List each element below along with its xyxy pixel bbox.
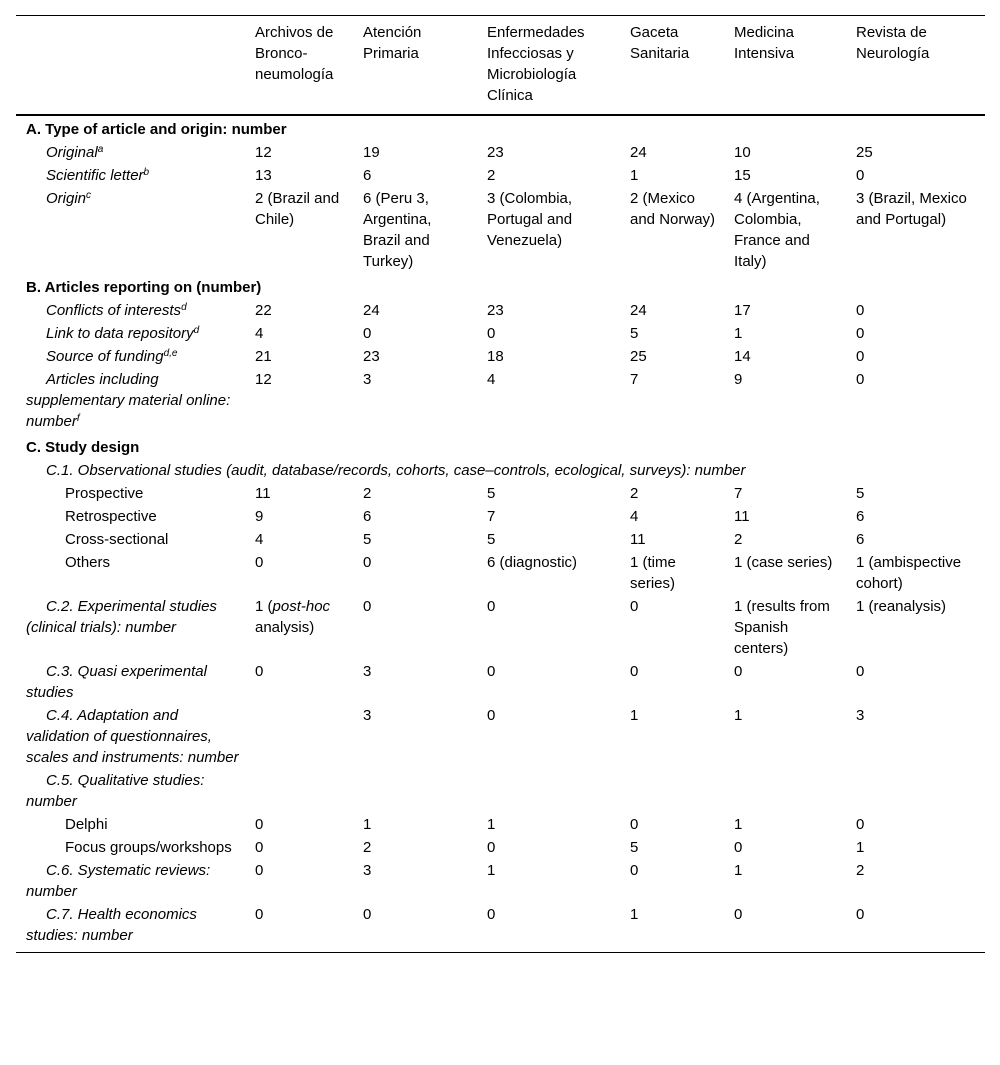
row-label: Others xyxy=(65,554,111,571)
cell: 2 (Mexico and Norway) xyxy=(630,190,716,228)
cell: 0 xyxy=(255,839,264,856)
cell: 0 xyxy=(630,862,639,879)
cell: 0 xyxy=(487,598,496,615)
cell: 14 xyxy=(734,348,751,365)
cell: 3 xyxy=(363,371,372,388)
cell: 2 xyxy=(630,485,639,502)
table-row xyxy=(16,814,985,837)
section-b-heading-row xyxy=(16,274,985,300)
cell: 3 (Brazil, Mexico and Portugal) xyxy=(856,190,967,228)
cell: 23 xyxy=(487,144,504,161)
cell: 4 (Argentina, Colombia, France and Italy) xyxy=(734,190,820,270)
cell: 2 xyxy=(487,167,496,184)
cell: 4 xyxy=(255,325,264,342)
cell: 1 xyxy=(630,707,639,724)
row-label: Origin$^c$ xyxy=(46,190,92,207)
cell: 23 xyxy=(363,348,380,365)
header-journal: Revista de Neurología xyxy=(856,24,930,62)
cell: 13 xyxy=(255,167,272,184)
cell: 25 xyxy=(630,348,647,365)
table-row xyxy=(16,369,985,434)
cell: 9 xyxy=(734,371,743,388)
cell: 0 xyxy=(856,906,865,923)
cell: 2 (Brazil and Chile) xyxy=(255,190,340,228)
table-row xyxy=(16,661,985,705)
cell: 23 xyxy=(487,302,504,319)
row-label: Delphi xyxy=(65,816,108,833)
cell: 2 xyxy=(363,839,372,856)
cell: 25 xyxy=(856,144,873,161)
cell: 1 (time series) xyxy=(630,554,676,592)
cell: 19 xyxy=(363,144,380,161)
cell: 0 xyxy=(856,325,865,342)
header-journal: Enfermedades Infecciosas y Microbiología Clínica xyxy=(487,24,585,104)
cell: 0 xyxy=(255,554,264,571)
cell: 2 xyxy=(734,531,743,548)
cell: 0 xyxy=(255,816,264,833)
cell: 0 xyxy=(363,325,372,342)
cell: 5 xyxy=(856,485,865,502)
cell: 0 xyxy=(630,816,639,833)
header-journal: Gaceta Sanitaria xyxy=(630,24,690,62)
cell xyxy=(245,705,353,770)
cell: 1 xyxy=(630,906,639,923)
cell: 11 xyxy=(255,485,271,502)
table-row xyxy=(16,165,985,188)
row-label: C.3. Quasi experimental studies xyxy=(26,663,207,701)
cell: 0 xyxy=(255,862,264,879)
cell: 0 xyxy=(630,663,639,680)
cell: 0 xyxy=(856,816,865,833)
cell: 21 xyxy=(255,348,272,365)
table-row xyxy=(16,346,985,369)
row-label: Articles including supplementary material online: number$^f$ xyxy=(26,371,231,430)
table-row xyxy=(16,529,985,552)
cell: 0 xyxy=(255,663,264,680)
cell: 0 xyxy=(363,598,372,615)
cell: 11 xyxy=(630,531,646,548)
cell: 5 xyxy=(487,485,496,502)
cell: 1 xyxy=(734,816,743,833)
cell: 3 xyxy=(363,707,372,724)
row-label: Original$^a$ xyxy=(46,144,104,161)
cell: 9 xyxy=(255,508,264,525)
cell: 1 (ambispective cohort) xyxy=(856,554,962,592)
cell: 12 xyxy=(255,144,272,161)
cell: 0 xyxy=(487,906,496,923)
cell: 6 (Peru 3, Argentina, Brazil and Turkey) xyxy=(363,190,432,270)
row-label: Scientific letter$^b$ xyxy=(46,167,150,184)
cell: 1 xyxy=(734,707,743,724)
cell: 0 xyxy=(734,839,743,856)
cell: 2 xyxy=(856,862,865,879)
cell: 6 (diagnostic) xyxy=(487,554,578,571)
cell: 5 xyxy=(363,531,372,548)
cell: 0 xyxy=(856,167,865,184)
cell: 0 xyxy=(734,906,743,923)
cell: 6 xyxy=(856,531,865,548)
cell: 0 xyxy=(487,707,496,724)
cell: 17 xyxy=(734,302,751,319)
cell: 3 xyxy=(856,707,865,724)
cell: 1 xyxy=(734,862,743,879)
cell: 11 xyxy=(734,508,750,525)
table-row xyxy=(16,142,985,165)
section-c-heading-row xyxy=(16,434,985,460)
section-c-title: C. Study design xyxy=(26,439,140,456)
cell xyxy=(245,770,985,814)
header-journal: Medicina Intensiva xyxy=(734,24,795,62)
cell: 0 xyxy=(487,325,496,342)
cell: 10 xyxy=(734,144,751,161)
cell: 4 xyxy=(487,371,496,388)
section-b-title: B. Articles reporting on (number) xyxy=(26,279,262,296)
cell: 1 xyxy=(487,816,496,833)
cell: 0 xyxy=(487,839,496,856)
cell: 0 xyxy=(363,554,372,571)
subsection-c1-label: C.1. Observational studies (audit, database/records, cohorts, case–controls, ecological, surveys): number xyxy=(46,462,746,479)
cell: 0 xyxy=(630,598,639,615)
cell: 0 xyxy=(734,663,743,680)
cell: 24 xyxy=(363,302,380,319)
table-row xyxy=(16,860,985,904)
cell: 6 xyxy=(363,167,372,184)
cell: 0 xyxy=(856,302,865,319)
cell: 22 xyxy=(255,302,272,319)
cell: 3 xyxy=(363,663,372,680)
row-label: C.4. Adaptation and validation of questionnaires, scales and instruments: number xyxy=(26,707,239,766)
cell: 4 xyxy=(255,531,264,548)
cell: 7 xyxy=(487,508,496,525)
cell: 6 xyxy=(363,508,372,525)
row-label: C.6. Systematic reviews: number xyxy=(26,862,211,900)
table-row xyxy=(16,837,985,860)
table-row xyxy=(16,904,985,953)
table-row xyxy=(16,705,985,770)
row-label: Source of funding$^{d,e}$ xyxy=(46,348,178,365)
row-label: Cross-sectional xyxy=(65,531,169,548)
journal-comparison-table-container xyxy=(16,15,985,953)
row-label: Link to data repository$^d$ xyxy=(46,325,200,342)
row-label: Prospective xyxy=(65,485,144,502)
table-row xyxy=(16,188,985,274)
cell: 0 xyxy=(856,371,865,388)
header-empty xyxy=(16,16,245,116)
header-journal: Atención Primaria xyxy=(363,24,422,62)
cell: 18 xyxy=(487,348,504,365)
cell: 0 xyxy=(363,906,372,923)
table-row xyxy=(16,506,985,529)
cell: 24 xyxy=(630,144,647,161)
table-row xyxy=(16,483,985,506)
cell: 15 xyxy=(734,167,751,184)
cell: 1 (case series) xyxy=(734,554,833,571)
row-label: Focus groups/workshops xyxy=(65,839,232,856)
subsection-row xyxy=(16,460,985,483)
table-row xyxy=(16,323,985,346)
header-row xyxy=(16,16,985,116)
cell: 3 (Colombia, Portugal and Venezuela) xyxy=(487,190,573,249)
section-a-heading-row xyxy=(16,115,985,142)
table-row xyxy=(16,596,985,661)
cell: 2 xyxy=(363,485,372,502)
cell: 0 xyxy=(487,663,496,680)
cell: 3 xyxy=(363,862,372,879)
cell: 5 xyxy=(630,325,639,342)
cell: 4 xyxy=(630,508,639,525)
cell: 0 xyxy=(255,906,264,923)
cell: 12 xyxy=(255,371,272,388)
cell: 7 xyxy=(630,371,639,388)
cell: 0 xyxy=(856,348,865,365)
subsection-row xyxy=(16,770,985,814)
cell: 1 xyxy=(734,325,743,342)
cell: 1 (post-hoc analysis) xyxy=(255,598,331,636)
cell: 1 xyxy=(363,816,372,833)
cell: 7 xyxy=(734,485,743,502)
cell: 0 xyxy=(856,663,865,680)
journal-comparison-table xyxy=(16,15,985,953)
cell: 1 (results from Spanish centers) xyxy=(734,598,830,657)
row-label: C.2. Experimental studies (clinical trials): number xyxy=(26,598,217,636)
row-label: C.7. Health economics studies: number xyxy=(26,906,197,944)
cell: 1 xyxy=(856,839,865,856)
row-label: Conflicts of interests$^d$ xyxy=(46,302,187,319)
cell: 6 xyxy=(856,508,865,525)
section-a-title: A. Type of article and origin: number xyxy=(26,121,287,138)
cell: 24 xyxy=(630,302,647,319)
row-label: Retrospective xyxy=(65,508,157,525)
cell: 5 xyxy=(630,839,639,856)
cell: 1 (reanalysis) xyxy=(856,598,947,615)
cell: 1 xyxy=(487,862,496,879)
subsection-c5-label: C.5. Qualitative studies: number xyxy=(26,772,205,810)
table-row xyxy=(16,552,985,596)
table-row xyxy=(16,300,985,323)
cell: 1 xyxy=(630,167,639,184)
header-journal: Archivos de Bronco-neumología xyxy=(255,24,334,83)
cell: 5 xyxy=(487,531,496,548)
